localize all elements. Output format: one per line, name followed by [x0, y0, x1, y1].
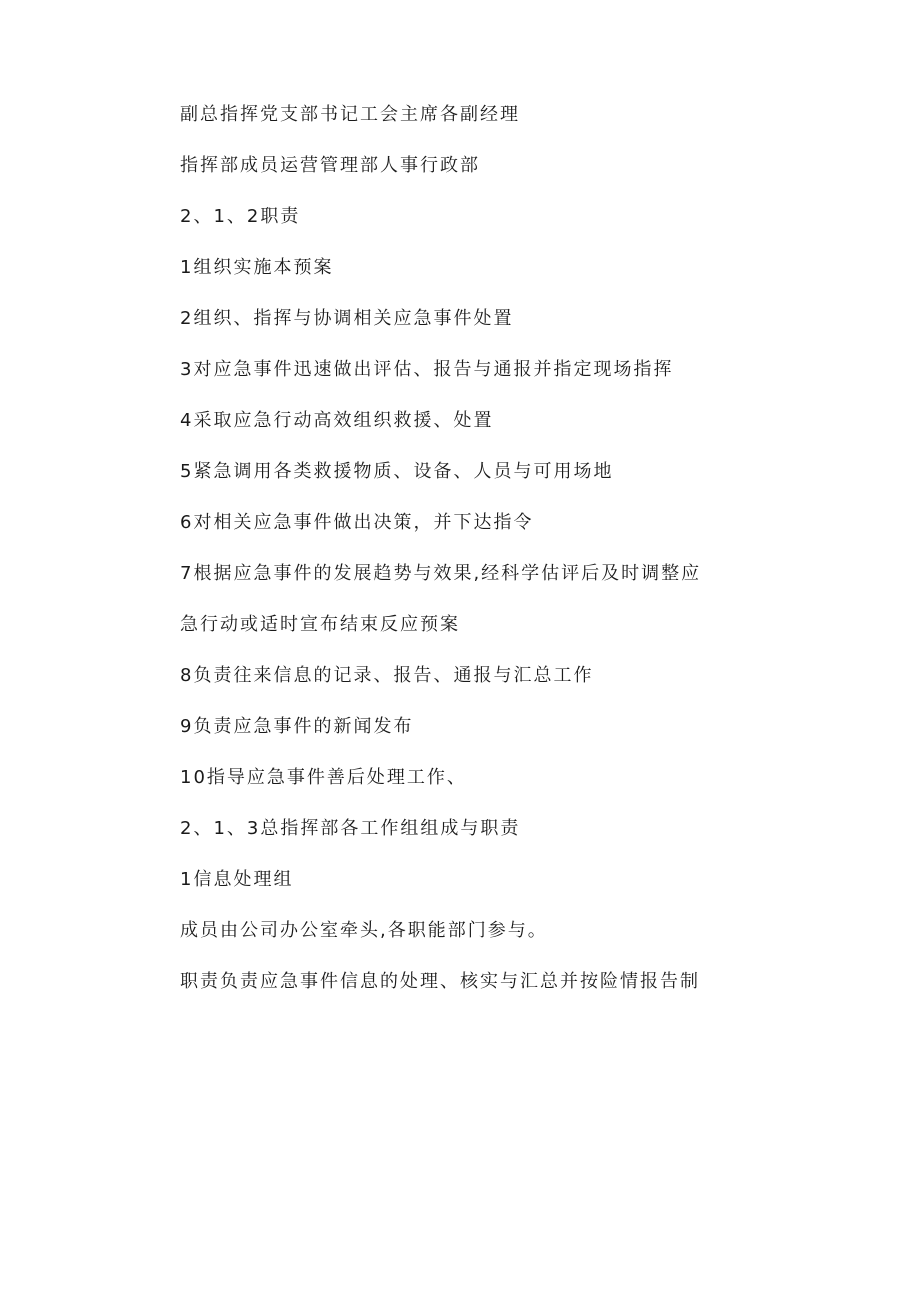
- text-line: 职责负责应急事件信息的处理、核实与汇总并按险情报告制: [180, 971, 700, 992]
- text-line: 指挥部成员运营管理部人事行政部: [180, 155, 480, 176]
- list-item: 2组织、指挥与协调相关应急事件处置: [180, 308, 514, 329]
- section-heading: 2、1、3总指挥部各工作组组成与职责: [180, 818, 521, 839]
- list-item: 10指导应急事件善后处理工作、: [180, 767, 467, 788]
- text-line: 副总指挥党支部书记工会主席各副经理: [180, 104, 520, 125]
- list-item: 6对相关应急事件做出决策，并下达指令: [180, 512, 534, 533]
- list-item: 9负责应急事件的新闻发布: [180, 716, 414, 737]
- list-item: 1组织实施本预案: [180, 257, 334, 278]
- list-item: 5紧急调用各类救援物质、设备、人员与可用场地: [180, 461, 614, 482]
- list-item: 7根据应急事件的发展趋势与效果,经科学估评后及时调整应: [180, 563, 702, 584]
- list-item: 4采取应急行动高效组织救援、处置: [180, 410, 494, 431]
- section-heading: 2、1、2职责: [180, 206, 301, 227]
- text-line: 成员由公司办公室牵头,各职能部门参与。: [180, 920, 548, 941]
- list-item: 3对应急事件迅速做出评估、报告与通报并指定现场指挥: [180, 359, 674, 380]
- list-item: 1信息处理组: [180, 869, 294, 890]
- list-item: 8负责往来信息的记录、报告、通报与汇总工作: [180, 665, 594, 686]
- list-item-continuation: 急行动或适时宣布结束反应预案: [180, 614, 460, 635]
- document-body: [180, 102, 740, 1020]
